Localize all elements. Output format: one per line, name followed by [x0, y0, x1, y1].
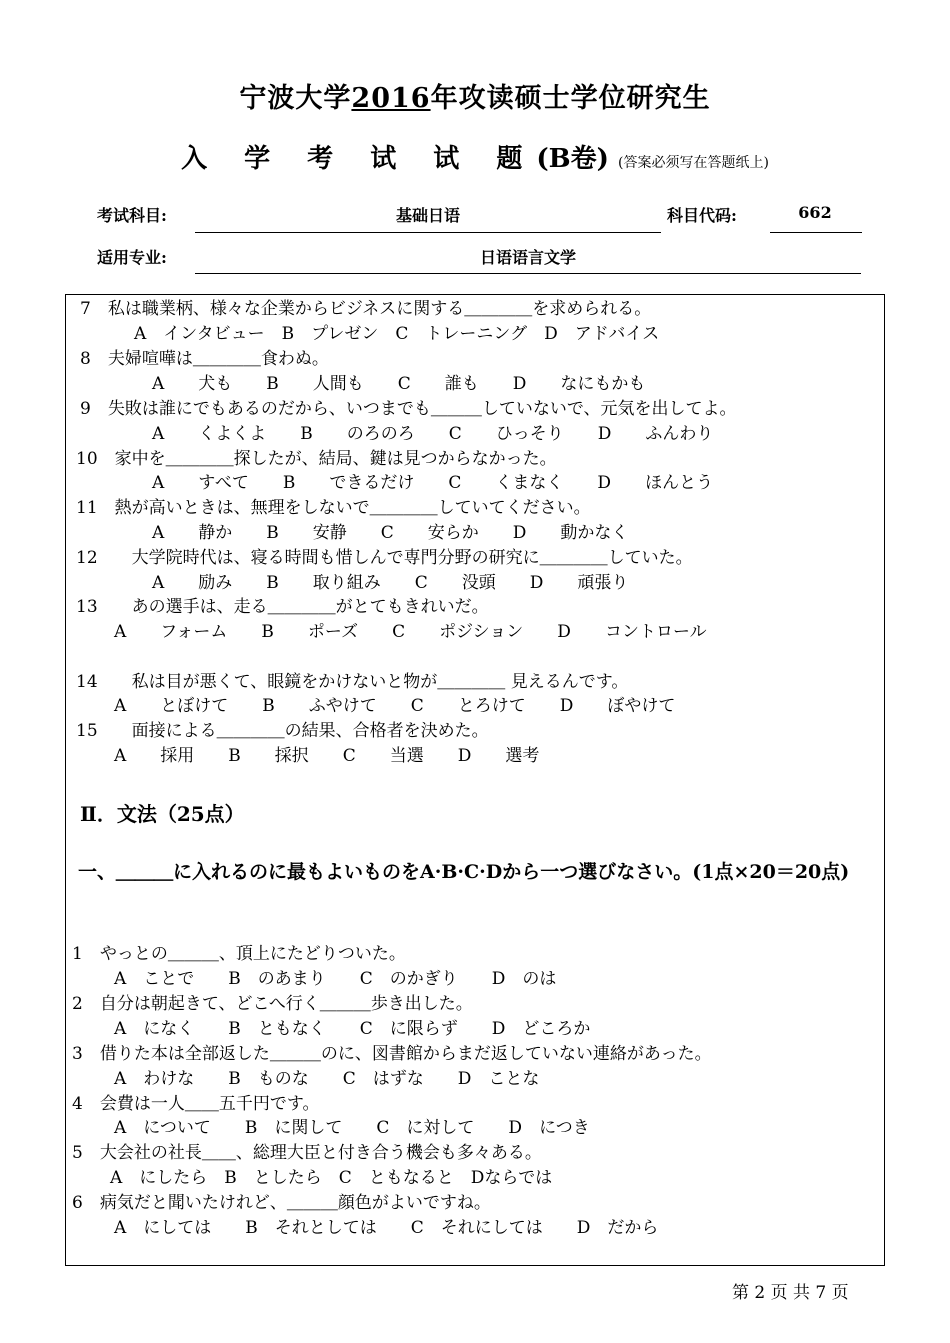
subject-underline — [195, 232, 661, 233]
page-number: 第 2 页 共 7 页 — [732, 1283, 849, 1303]
grammar-options-2: A になく B ともなく C に限らず D どころか — [114, 1019, 591, 1039]
major-label: 适用专业: — [97, 248, 167, 267]
options-7: A インタビュー B プレゼン C トレーニング D アドバイス — [134, 324, 660, 344]
grammar-question-5: 5 大会社の社長＿＿、総理大臣と付き合う機会も多々ある。 — [72, 1143, 542, 1163]
options-13: A フォーム B ポーズ C ポジション D コントロール — [114, 622, 707, 642]
question-15: 15 面接による＿＿＿＿の結果、合格者を決めた。 — [76, 721, 489, 741]
exam-title-line1: 宁波大学2016年攻读硕士学位研究生 — [239, 83, 711, 114]
question-7: 7 私は職業柄、様々な企業からビジネスに関する＿＿＿＿を求められる。 — [80, 299, 652, 319]
grammar-options-6: A にしては B それとしては C それにしては D だから — [114, 1218, 659, 1238]
options-11: A 静か B 安静 C 安らか D 動かなく — [152, 523, 629, 543]
question-9: 9 失敗は誰にでもあるのだから、いつまでも＿＿＿していないで、元気を出してよ。 — [80, 399, 737, 419]
options-9: A くよくよ B のろのろ C ひっそり D ふんわり — [152, 424, 714, 444]
grammar-question-3: 3 借りた本は全部返した＿＿＿のに、図書館からまだ返していない連絡があった。 — [72, 1044, 712, 1064]
code-underline — [770, 232, 862, 233]
grammar-options-1: A ことで B のあまり C のかぎり D のは — [114, 969, 557, 989]
options-14: A とぼけて B ふやけて C とろけて D ぼやけて — [114, 696, 676, 716]
grammar-options-5: A にしたら B としたら C ともなると Dならでは — [110, 1168, 553, 1188]
grammar-question-2: 2 自分は朝起きて、どこへ行く＿＿＿歩き出した。 — [72, 994, 473, 1014]
section-2-instructions: 一、＿＿＿に入れるのに最もよいものをA·B·C·Dから一つ選びなさい。(1点×20＝20点) — [78, 861, 850, 883]
options-12: A 励み B 取り組み C 没頭 D 頑張り — [152, 573, 629, 593]
question-13: 13 あの選手は、走る＿＿＿＿がとてもきれいだ。 — [76, 597, 489, 617]
options-10: A すべて B できるだけ C くまなく D ほんとう — [152, 473, 714, 493]
subject-label: 考试科目: — [97, 206, 167, 225]
grammar-question-4: 4 会費は一人＿＿五千円です。 — [72, 1094, 320, 1114]
answer-note: (答案必须写在答题纸上) — [617, 155, 769, 171]
exam-title-line2 — [0, 138, 950, 175]
options-8: A 犬も B 人間も C 誰も D なにもかも — [152, 374, 646, 394]
question-8: 8 夫婦喧嘩は＿＿＿＿食わぬ。 — [80, 349, 329, 369]
section-2-title: Ⅱ．文法（25点） — [80, 802, 245, 826]
subject-value: 基础日语 — [395, 206, 460, 225]
paper-type: (B卷) — [536, 144, 609, 174]
exam-title: 入 学 考 试 试 题 — [181, 144, 537, 174]
grammar-question-6: 6 病気だと聞いたけれど、＿＿＿顔色がよいですね。 — [72, 1193, 491, 1213]
options-15: A 採用 B 採択 C 当選 D 選考 — [114, 746, 540, 766]
major-underline — [195, 273, 861, 274]
grammar-options-4: A について B に関して C に対して D につき — [114, 1118, 590, 1138]
question-12: 12 大学院時代は、寝る時間も惜しんで専門分野の研究に＿＿＿＿していた。 — [76, 548, 693, 568]
grammar-options-3: A わけな B ものな C はずな D ことな — [114, 1069, 540, 1089]
code-value: 662 — [798, 203, 832, 222]
grammar-question-1: 1 やっとの＿＿＿、頂上にたどりついた。 — [72, 944, 406, 964]
question-10: 10 家中を＿＿＿＿探したが、結局、鍵は見つからなかった。 — [76, 449, 557, 469]
question-14: 14 私は目が悪くて、眼鏡をかけないと物が＿＿＿＿ 見えるんです。 — [76, 672, 629, 692]
code-label: 科目代码: — [667, 206, 737, 225]
exam-year: 2016 — [351, 83, 431, 114]
major-value: 日语语言文学 — [479, 248, 576, 267]
question-11: 11 熱が高いときは、無理をしないで＿＿＿＿していてください。 — [76, 498, 591, 518]
